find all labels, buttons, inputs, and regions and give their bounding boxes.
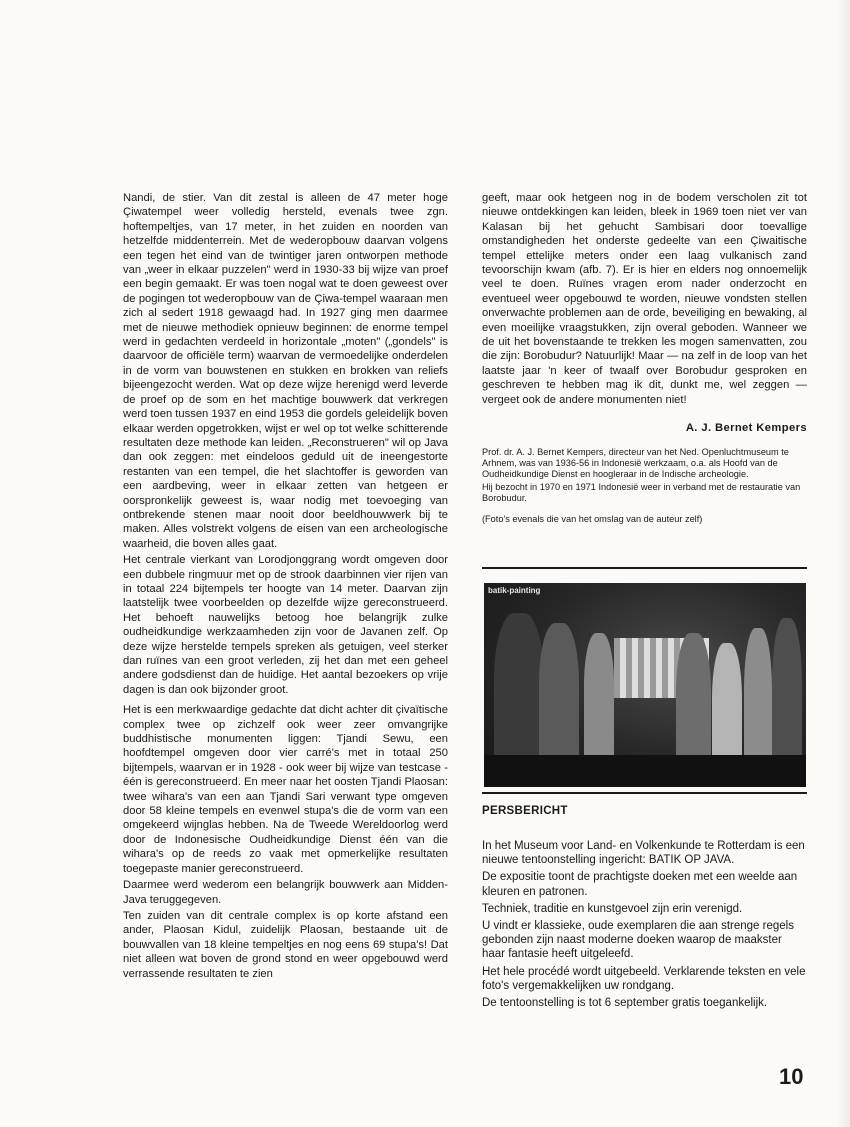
press-paragraph: De expositie toont de prachtigste doeken met een weelde aan kleuren en patronen.: [482, 871, 798, 898]
article-paragraph: Nandi, de stier. Van dit zestal is alleen de 47 meter hoge Çiwatempel weer volledig hersteld, evenals twee zgn. hoftempeltjes, van 17 meter, in het zuiden en noorden van hetzelfde middenterrein. Met de wederopbouw daarvan volgens een tegen het eind van de twintiger jaren ontworpen methode van „weer in elkaar puzzelen" werd in 1930-33 bij wijze van proef een begin gemaakt. Er was toen nogal wat te doen geweest over de pogingen tot wederopbouw van de Çiwa-tempel waaraan men zich al sedert 1918 gewaagd had. In 1927 ging men daarmee met de nieuwe methodiek opnieuw beginnen: de enorme tempel werd in gedachten verdeeld in horizontale „moten" („gondels" is daarvoor de officiële term) waarvan de vermoedelijke onderdelen in de vorm van bouwstenen en stukken en brokken van reliefs bijeengezocht werden. Wat op deze wijze herenigd werd leverde de proef op de som en het machtige bouwwerk dat verkregen werd toen tussen 1937 en eind 1953 die gordels geleidelijk boven elkaar werden opgetrokken, wijst er wel op tot welke schitterende resultaten deze methode kan leiden. „Reconstrueren" wil op Java dan ook zeggen: met eindeloos geduld uit de ineengestorte restanten van een tempel, die het slachtoffer is geworden van een aardbeving, weer in elkaar zetten van hetgeen er oorspronkelijk geweest is, waar nodig met toevoeging van ontbrekende stenen maar nooit door beeldhouwwerk bij te maken. Alles volstrekt volgens de eisen van een archeologische waarheid, die boven alles gaat.: [123, 192, 448, 550]
floor-shadow: [484, 755, 806, 787]
press-paragraph: Techniek, traditie en kunstgevoel zijn erin verenigd.: [482, 902, 743, 915]
press-paragraph: De tentoonstelling is tot 6 september gratis toegankelijk.: [482, 997, 768, 1010]
article-paragraph: Ten zuiden van dit centrale complex is op korte afstand een ander, Plaosan Kidul, zuidelijk Plaosan, bestaande uit de bouwvallen van 18 kleine tempeltjes en nog eens 69 stupa's! Dat niet alleen wat boven de grond stond en weer opgebouwd werd verrassende resultaten te zien: [123, 909, 448, 980]
batik-exhibition-photo: [484, 583, 806, 787]
bio-paragraph: Hij bezocht in 1970 en 1971 Indonesië weer in verband met de restauratie van Borobudur.: [482, 481, 801, 503]
press-paragraph: Het hele procédé wordt uitgebeeld. Verklarende teksten en vele foto's vergemakkelijken uw rondgang.: [482, 965, 806, 992]
divider-rule: [482, 792, 807, 794]
batik-figure: [539, 623, 579, 773]
page-number: 10: [779, 1064, 804, 1089]
batik-figure: [584, 633, 614, 763]
article-paragraph: Daarmee werd wederom een belangrijk bouwwerk aan Midden-Java teruggegeven.: [123, 879, 448, 906]
batik-figure: [494, 613, 544, 778]
author-signature: A. J. Bernet Kempers: [685, 422, 807, 435]
article-paragraph: Het centrale vierkant van Lorodjonggrang wordt omgeven door een dubbele ringmuur met op de strook daarbinnen vier rijen van in totaal 224 bijtempels ter hoogte van 14 meter. Daarvan zijn laatstelijk twee voorbeelden op dezelfde wijze gereconstrueerd. Het behoeft nauwelijks betoog hoe belangrijk zulke oudheidkundige werkzaamheden zijn voor de Javanen zelf. Op deze wijze herstelde tempels spreken als getuigen, veel sterker dan ruïnes van een groot verleden, zij het dan met een geheel andere godsdienst dan de huidige. Het aantal bezoekers op vrije dagen is dan ook bijzonder groot.: [123, 554, 448, 696]
article-paragraph: geeft, maar ook hetgeen nog in de bodem verscholen zit tot nieuwe ontdekkingen kan leiden, bleek in 1969 toen niet ver van Kalasan bij het gehucht Sambisari door toevallige omstandigheden het onderste gedeelte van een Çiwaitische tempel ettelijke meters onder een laag vulkanisch zand tevoorschijn kwam (afb. 7). Er is hier en elders nog onnoemelijk veel te doen. Ruïnes vragen erom nader onderzocht en eventueel weer opgebouwd te worden, nieuwe vondsten stellen onverwachte problemen aan de orde, beveiliging en bewaking, al even moeilijke vraagstukken, zijn overal geboden. Wanneer we de uit het bovenstaande te trekken les mogen samenvatten, zou die zijn: Borobudur? Natuurlijk! Maar — na zelf in de loop van het laatste jaar 'n keer of twaalf over Borobudur gesproken en geschreven te hebben mag ik dit, dunkt me, wel zeggen — vergeet ook de andere monumenten niet!: [482, 192, 807, 406]
press-paragraph: U vindt er klassieke, oude exemplaren die aan strenge regels gebonden zijn naast moderne doeken waarop de maakster haar fantasie heeft uitgeleefd.: [482, 920, 794, 961]
photo-credit: (Foto's evenals die van het omslag van de auteur zelf): [482, 513, 703, 524]
bio-paragraph: Prof. dr. A. J. Bernet Kempers, directeur van het Ned. Openluchtmuseum te Arhnem, was van 1936-56 in Indonesië werkzaam, o.a. als Hoofd van de Oudheidkundige Dienst en hoogleraar in de Indische archeologie.: [482, 446, 789, 479]
photo-caption-label: batik-painting: [488, 586, 541, 595]
author-bio: [482, 447, 807, 504]
press-release-title: PERSBERICHT: [482, 805, 568, 817]
article-left-column: [123, 191, 448, 981]
press-release-body: [482, 836, 807, 1010]
press-paragraph: In het Museum voor Land- en Volkenkunde te Rotterdam is een nieuwe tentoonstelling ingericht: BATIK OP JAVA.: [482, 840, 805, 867]
article-right-column: [482, 191, 807, 525]
page-edge-shadow: [836, 0, 850, 1127]
divider-rule: [482, 567, 807, 569]
article-paragraph: Het is een merkwaardige gedachte dat dicht achter dit çivaïtische complex twee op zichzelf ook weer zeer omvangrijke buddhistische monumenten liggen: Tjandi Sewu, een hoofdtempel omgeven door vier carré's met in totaal 250 bijtempels, waarvan er in 1928 - ook weer bij wijze van testcase - één is gereconstrueerd. En meer naar het oosten Tjandi Plaosan: twee wihara's van een aan Tjandi Sari verwant type omgeven door 58 kleine tempels en evenwel stupa's die de vorm van een omgekeerd wijnglas hebben. Na de Tweede Wereldoorlog werd door de Indonesische Oudheidkundige Dienst één van die wihara's op de reeds zo vaak met opmerkelijke resultaten toegepaste manier gereconstrueerd.: [123, 704, 448, 875]
